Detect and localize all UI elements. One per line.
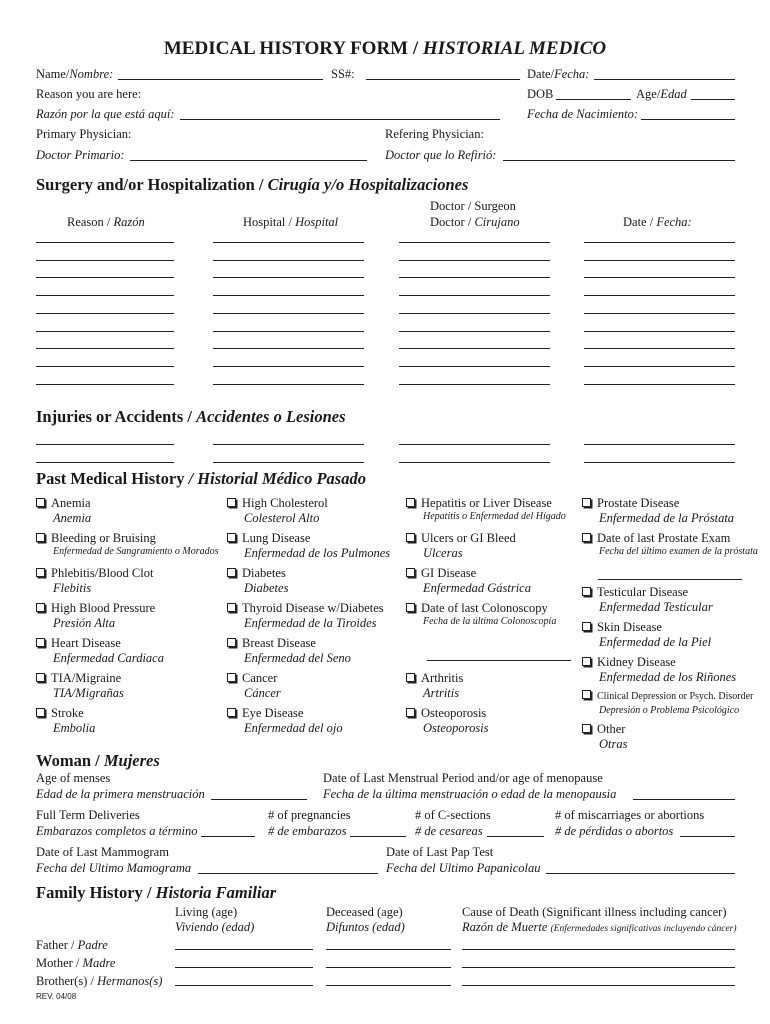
pmh-item-label-es: Enfermedad de la Tiroides: [244, 616, 377, 630]
pmh-item: [582, 496, 734, 526]
pmh-item-label: Arthritis: [421, 671, 464, 685]
pmh-item-label: Phlebitis/Blood Clot: [51, 566, 154, 580]
pmh-item: [406, 601, 556, 627]
pmh-item-label: Skin Disease: [597, 620, 662, 634]
pmh-item-label-es: TIA/Migrañas: [53, 686, 124, 700]
checkbox[interactable]: [582, 724, 591, 733]
family-row-field[interactable]: [326, 967, 451, 968]
menses-label: Age of menses: [36, 771, 111, 785]
family-row-field[interactable]: [326, 949, 451, 950]
primary-physician-label: Primary Physician:: [36, 127, 132, 141]
injury-row-field[interactable]: [36, 462, 174, 463]
pmh-item-label: Diabetes: [242, 566, 286, 580]
ftd-label-es: Embarazos completos a término: [36, 824, 198, 838]
surgery-row-field[interactable]: [584, 277, 735, 278]
revision-label: REV. 04/08: [36, 992, 77, 1001]
checkbox[interactable]: [36, 568, 45, 577]
deceased-label-es: Difuntos (edad): [326, 920, 405, 934]
surgery-row-field[interactable]: [584, 366, 735, 367]
pmh-item-label-es: Enfermedad de los Pulmones: [244, 546, 391, 560]
family-row-field[interactable]: [462, 985, 735, 986]
mammogram-label: Date of Last Mammogram: [36, 845, 169, 859]
col-doctor-surgeon: Doctor / Surgeon: [430, 199, 516, 213]
date-label: Date/Fecha:: [527, 67, 590, 81]
surgery-row-field[interactable]: [213, 384, 364, 385]
menses-field[interactable]: [211, 799, 307, 800]
family-heading: Family History / Historia Familiar: [36, 883, 277, 902]
surgery-row-field[interactable]: [584, 331, 735, 332]
surgery-row-field[interactable]: [213, 260, 364, 261]
checkbox[interactable]: [582, 533, 591, 542]
surgery-row-field[interactable]: [399, 366, 550, 367]
surgery-row-field[interactable]: [213, 295, 364, 296]
surgery-row-field[interactable]: [36, 366, 174, 367]
checkbox[interactable]: [36, 603, 45, 612]
injury-row-field[interactable]: [213, 444, 364, 445]
csections-label: # of C-sections: [415, 808, 491, 822]
reason-field[interactable]: [180, 119, 500, 120]
pmh-item-label: Thyroid Disease w/Diabetes: [242, 601, 384, 615]
miscarriages-label: # of miscarriages or abortions: [555, 808, 705, 822]
pmh-item: [227, 636, 351, 666]
surgery-row-field[interactable]: [399, 277, 550, 278]
ftd-field[interactable]: [201, 836, 255, 837]
pmh-item-label: High Cholesterol: [242, 496, 328, 510]
dob-label: DOB: [527, 87, 554, 101]
miscarriages-label-es: # de pérdidas o abortos: [555, 824, 674, 838]
pmh-item: [227, 671, 281, 701]
surgery-row-field[interactable]: [213, 348, 364, 349]
pmh-item-label-es: Fecha del último examen de la próstata: [599, 546, 758, 557]
pmh-item-label-es: Ulceras: [423, 546, 463, 560]
surgery-row-field[interactable]: [584, 313, 735, 314]
pmh-item: [36, 566, 153, 596]
father-label: Father / Padre: [36, 938, 108, 952]
dob-field[interactable]: [556, 99, 631, 100]
pmh-item-label-es: Artritis: [423, 686, 460, 700]
checkbox[interactable]: [406, 568, 415, 577]
pmh-item-label: Prostate Disease: [597, 496, 680, 510]
pmh-item-label-es: Colesterol Alto: [244, 511, 320, 525]
age-field[interactable]: [691, 99, 735, 100]
pmh-item: [36, 531, 219, 557]
cause-label: Cause of Death (Significant illness including cancer): [462, 905, 727, 919]
family-row-field[interactable]: [175, 967, 313, 968]
fecha-nacimiento-field[interactable]: [641, 119, 735, 120]
checkbox[interactable]: [582, 690, 591, 699]
pmh-item-label: Heart Disease: [51, 636, 121, 650]
pmh-item-label: Date of last Prostate Exam: [597, 531, 731, 545]
pmh-item: [36, 636, 164, 666]
name-label: Name/Nombre:: [36, 67, 114, 81]
injuries-heading: Injuries or Accidents / Accidentes o Lesiones: [36, 407, 346, 426]
surgery-row-field[interactable]: [399, 384, 550, 385]
injury-row-field[interactable]: [213, 462, 364, 463]
injury-row-field[interactable]: [399, 444, 550, 445]
pmh-item: [227, 531, 390, 561]
surgery-row-field[interactable]: [36, 331, 174, 332]
woman-heading: Woman / Mujeres: [36, 751, 160, 770]
checkbox[interactable]: [227, 638, 236, 647]
pmh-item: [227, 566, 288, 596]
checkbox[interactable]: [36, 673, 45, 682]
checkbox[interactable]: [582, 657, 591, 666]
injury-row-field[interactable]: [584, 462, 735, 463]
pregnancies-label: # of pregnancies: [268, 808, 351, 822]
name-field[interactable]: [118, 79, 323, 80]
pmh-item-label: Breast Disease: [242, 636, 316, 650]
checkbox[interactable]: [582, 622, 591, 631]
surgery-row-field[interactable]: [399, 313, 550, 314]
pmh-item-label: GI Disease: [421, 566, 477, 580]
checkbox[interactable]: [406, 533, 415, 542]
surgery-row-field[interactable]: [399, 348, 550, 349]
pmh-item-label: Bleeding or Bruising: [51, 531, 156, 545]
checkbox[interactable]: [227, 533, 236, 542]
csections-field[interactable]: [487, 836, 544, 837]
checkbox[interactable]: [36, 638, 45, 647]
pregnancies-label-es: # de embarazos: [268, 824, 347, 838]
family-row-field[interactable]: [175, 985, 313, 986]
living-label: Living (age): [175, 905, 238, 919]
injury-row-field[interactable]: [584, 444, 735, 445]
age-label: Age/Edad: [636, 87, 687, 101]
pmh-item-label: Date of last Colonoscopy: [421, 601, 548, 615]
surgery-row-field[interactable]: [36, 260, 174, 261]
pmh-item-label: Clinical Depression or Psych. Disorder: [597, 691, 754, 702]
miscarriages-field[interactable]: [680, 836, 735, 837]
checkbox[interactable]: [227, 708, 236, 717]
pmh-item-label: Ulcers or GI Bleed: [421, 531, 516, 545]
cause-label-es: Razón de Muerte (Enfermedades significativas incluyendo cáncer): [462, 920, 737, 934]
refering-physician-field[interactable]: [503, 160, 735, 161]
lmp-label: Date of Last Menstrual Period and/or age of menopause: [323, 771, 603, 785]
checkbox[interactable]: [406, 673, 415, 682]
family-row-field[interactable]: [175, 949, 313, 950]
surgery-row-field[interactable]: [399, 331, 550, 332]
pmh-item-label-es: Embolia: [53, 721, 96, 735]
living-label-es: Viviendo (edad): [175, 920, 255, 934]
pmh-item: [36, 601, 155, 631]
pmh-item-label: TIA/Migraine: [51, 671, 122, 685]
surgery-row-field[interactable]: [584, 384, 735, 385]
pmh-item-label: Stroke: [51, 706, 84, 720]
pmh-item-label: Testicular Disease: [597, 585, 689, 599]
injury-row-field[interactable]: [36, 444, 174, 445]
pmh-item: [227, 601, 384, 631]
surgery-row-field[interactable]: [399, 295, 550, 296]
checkbox[interactable]: [582, 587, 591, 596]
pmh-item: [406, 496, 566, 522]
lmp-field[interactable]: [633, 799, 735, 800]
pmh-prostate-date-line[interactable]: [598, 579, 742, 580]
brother-label: Brother(s) / Hermanos(s): [36, 974, 163, 988]
surgery-row-field[interactable]: [213, 331, 364, 332]
pmh-item: [36, 671, 124, 701]
pmh-item: [227, 706, 343, 736]
checkbox[interactable]: [227, 568, 236, 577]
pmh-item: [582, 585, 713, 615]
col-doctor: Doctor / Cirujano: [430, 215, 520, 229]
col-date: Date / Fecha:: [623, 215, 692, 229]
checkbox[interactable]: [582, 498, 591, 507]
pmh-item: [582, 722, 627, 752]
pmh-item-label-es: Otras: [599, 737, 628, 751]
pmh-item-label-es: Cáncer: [244, 686, 281, 700]
pmh-item: [36, 496, 91, 526]
mother-label: Mother / Madre: [36, 956, 116, 970]
pmh-item: [582, 655, 736, 685]
pmh-extra-line[interactable]: [427, 660, 571, 661]
surgery-row-field[interactable]: [36, 313, 174, 314]
ftd-label: Full Term Deliveries: [36, 808, 140, 822]
primary-physician-field[interactable]: [130, 160, 367, 161]
pmh-item: [406, 671, 463, 701]
razon-label: Razón por la que está aquí:: [36, 107, 175, 121]
pmh-item: [406, 566, 531, 596]
fecha-nacimiento-label: Fecha de Nacimiento:: [527, 107, 639, 121]
pmh-item-label-es: Enfermedad de Sangramiento o Morados: [53, 546, 219, 557]
pmh-item-label-es: Fecha de la última Colonoscopía: [423, 616, 557, 627]
pmh-item-label-es: Depresión o Problema Psicológico: [599, 705, 740, 716]
checkbox[interactable]: [227, 498, 236, 507]
page-title: MEDICAL HISTORY FORM / HISTORIAL MEDICO: [163, 38, 607, 59]
pmh-item-label-es: Diabetes: [244, 581, 289, 595]
mammogram-label-es: Fecha del Ultimo Mamograma: [36, 861, 192, 875]
checkbox[interactable]: [406, 603, 415, 612]
pmh-item-label: Lung Disease: [242, 531, 311, 545]
pmh-item-label-es: Flebitis: [53, 581, 92, 595]
checkbox[interactable]: [406, 498, 415, 507]
pmh-item: [582, 620, 711, 650]
pmh-item-label: Anemia: [51, 496, 91, 510]
family-row-field[interactable]: [462, 949, 735, 950]
injury-row-field[interactable]: [399, 462, 550, 463]
lmp-label-es: Fecha de la última menstruación o edad de la menopausia: [323, 787, 617, 801]
pmh-item-label: Kidney Disease: [597, 655, 676, 669]
pap-field[interactable]: [546, 873, 735, 874]
surgery-row-field[interactable]: [584, 242, 735, 243]
pmh-item: [582, 688, 753, 716]
pmh-item-label: Cancer: [242, 671, 278, 685]
checkbox[interactable]: [406, 708, 415, 717]
surgery-row-field[interactable]: [213, 313, 364, 314]
doctor-primario-label: Doctor Primario:: [36, 148, 125, 162]
checkbox[interactable]: [36, 498, 45, 507]
pmh-item: [36, 706, 95, 736]
surgery-row-field[interactable]: [36, 348, 174, 349]
pmh-item-label: High Blood Pressure: [51, 601, 156, 615]
pmh-item-label-es: Presión Alta: [53, 616, 116, 630]
pmh-item: [406, 706, 489, 736]
menses-label-es: Edad de la primera menstruación: [36, 787, 205, 801]
family-row-field[interactable]: [462, 967, 735, 968]
mammogram-field[interactable]: [198, 873, 378, 874]
surgery-heading: Surgery and/or Hospitalization / Cirugía y/o Hospitalizaciones: [36, 175, 469, 194]
deceased-label: Deceased (age): [326, 905, 403, 919]
pmh-item-label: Other: [597, 722, 626, 736]
pap-label-es: Fecha del Ultimo Papanicolau: [386, 861, 541, 875]
pap-label: Date of Last Pap Test: [386, 845, 494, 859]
pmh-item: [582, 531, 758, 557]
surgery-row-field[interactable]: [213, 277, 364, 278]
surgery-row-field[interactable]: [399, 260, 550, 261]
surgery-row-field[interactable]: [213, 242, 364, 243]
col-reason: Reason / Razón: [67, 215, 145, 229]
pmh-item-label-es: Enfermedad de la Piel: [599, 635, 712, 649]
col-hospital: Hospital / Hospital: [243, 215, 339, 229]
pmh-item-label-es: Enfermedad Cardiaca: [53, 651, 164, 665]
family-row-field[interactable]: [326, 985, 451, 986]
pmh-item-label-es: Enfermedad del Seno: [244, 651, 351, 665]
pmh-item-label: Hepatitis or Liver Disease: [421, 496, 552, 510]
refering-physician-label: Refering Physician:: [385, 127, 484, 141]
ss-field[interactable]: [366, 79, 520, 80]
pmh-item-label-es: Enfermedad de la Próstata: [599, 511, 735, 525]
pmh-item-label-es: Anemia: [53, 511, 92, 525]
checkbox[interactable]: [36, 708, 45, 717]
pregnancies-field[interactable]: [350, 836, 406, 837]
surgery-row-field[interactable]: [584, 348, 735, 349]
pmh-item-label-es: Osteoporosis: [423, 721, 489, 735]
checkbox[interactable]: [227, 603, 236, 612]
pmh-item-label-es: Enfermedad de los Riñones: [599, 670, 737, 684]
pmh-item-label: Eye Disease: [242, 706, 304, 720]
pmh-item-label: Osteoporosis: [421, 706, 487, 720]
doctor-refirio-label: Doctor que lo Refirió:: [385, 148, 497, 162]
reason-label: Reason you are here:: [36, 87, 142, 101]
surgery-row-field[interactable]: [36, 277, 174, 278]
checkbox[interactable]: [36, 533, 45, 542]
csections-label-es: # de cesareas: [415, 824, 483, 838]
pmh-item-label-es: Enfermedad Gástrica: [423, 581, 531, 595]
surgery-row-field[interactable]: [36, 384, 174, 385]
pmh-item: [406, 531, 516, 561]
surgery-row-field[interactable]: [36, 295, 174, 296]
pmh-item-label-es: Enfermedad Testicular: [599, 600, 713, 614]
surgery-row-field[interactable]: [399, 242, 550, 243]
date-field[interactable]: [594, 79, 735, 80]
surgery-row-field[interactable]: [584, 260, 735, 261]
surgery-row-field[interactable]: [584, 295, 735, 296]
surgery-row-field[interactable]: [36, 242, 174, 243]
surgery-row-field[interactable]: [213, 366, 364, 367]
pmh-item-label-es: Hepatitis o Enfermedad del Hígado: [423, 511, 566, 522]
checkbox[interactable]: [227, 673, 236, 682]
pmh-item: [227, 496, 328, 526]
pmh-heading: Past Medical History / Historial Médico Pasado: [36, 469, 366, 488]
ss-label: SS#:: [331, 67, 355, 81]
pmh-item-label-es: Enfermedad del ojo: [244, 721, 343, 735]
